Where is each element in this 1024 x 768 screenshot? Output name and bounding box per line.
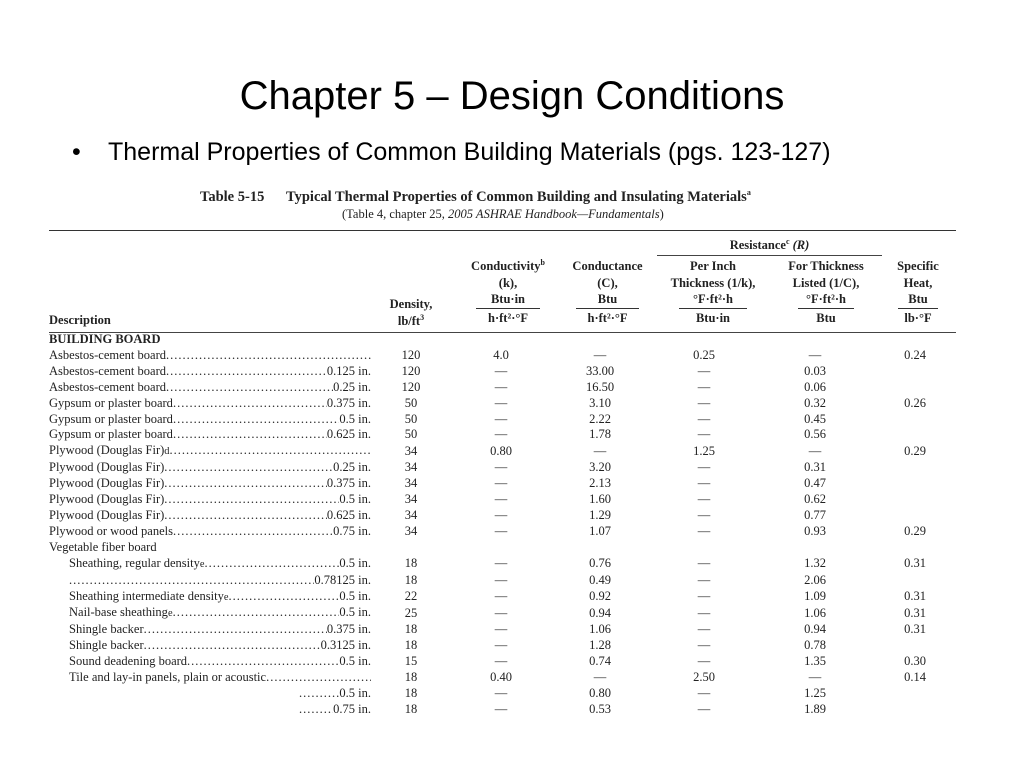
leader-dots bbox=[173, 412, 339, 428]
resistance-listed-cell: 0.06 bbox=[804, 379, 826, 394]
conductance-cell: 0.49 bbox=[589, 572, 611, 587]
resistance-listed-cell: 0.56 bbox=[804, 427, 826, 442]
table-row bbox=[49, 492, 959, 508]
table-row bbox=[49, 427, 959, 443]
resistance-per-inch-cell: — bbox=[697, 411, 711, 426]
resistance-per-inch-cell: — bbox=[697, 654, 711, 669]
material-name: Sheathing intermediate density bbox=[69, 588, 224, 603]
section-row bbox=[49, 540, 959, 556]
conductivity-cell: — bbox=[494, 622, 508, 637]
table-number: Table 5-15 bbox=[200, 189, 265, 205]
leader-dots bbox=[173, 396, 327, 412]
density-cell: 18 bbox=[404, 556, 418, 571]
leader-dots bbox=[69, 573, 314, 589]
conductance-cell: 0.76 bbox=[589, 556, 611, 571]
material-name: Plywood (Douglas Fir) bbox=[49, 492, 165, 507]
material-thickness: 0.5 in. bbox=[339, 588, 371, 603]
material-name: Asbestos-cement board bbox=[49, 379, 166, 394]
material-description bbox=[49, 670, 371, 686]
material-description bbox=[49, 492, 371, 508]
resistance-listed-cell: 0.32 bbox=[804, 395, 826, 410]
table-row bbox=[49, 348, 959, 364]
resistance-listed-cell: 1.32 bbox=[804, 556, 826, 571]
conductivity-cell: 4.0 bbox=[493, 347, 509, 362]
material-description bbox=[49, 589, 371, 606]
resistance-per-inch-cell: — bbox=[697, 622, 711, 637]
resistance-per-inch-cell: — bbox=[697, 589, 711, 603]
material-thickness: 0.75 in. bbox=[333, 701, 371, 716]
conductance-cell: 33.00 bbox=[585, 363, 615, 378]
density-cell: 18 bbox=[404, 572, 418, 587]
conductance-cell: — bbox=[593, 670, 607, 685]
resistance-per-inch-cell: — bbox=[697, 507, 711, 522]
header-conductivity: Conductivity$^b$ (k), Btu·in h·ft²·°F bbox=[471, 257, 545, 325]
specific-heat-cell bbox=[871, 476, 959, 492]
table-source: 2005 ASHRAE Handbook—Fundamentals bbox=[448, 207, 660, 221]
resistance-per-inch-cell: — bbox=[697, 556, 711, 571]
specific-heat-cell bbox=[871, 573, 959, 589]
material-name: Gypsum or plaster board bbox=[49, 395, 173, 410]
table-subtitle: (Table 4, chapter 25, 2005 ASHRAE Handbook—Fundamentals) bbox=[342, 207, 664, 221]
leader-dots bbox=[164, 476, 327, 492]
leader-dots bbox=[144, 622, 327, 638]
conductance-cell: 1.06 bbox=[589, 622, 611, 637]
resistance-listed-cell: 0.62 bbox=[804, 492, 826, 507]
material-name: Gypsum or plaster board bbox=[49, 411, 173, 426]
table-row bbox=[49, 605, 959, 622]
resistance-per-inch-cell: — bbox=[697, 701, 711, 716]
conductivity-cell: — bbox=[494, 476, 508, 491]
material-description bbox=[49, 605, 371, 622]
resistance-rule bbox=[657, 255, 882, 256]
resistance-listed-cell: 0.31 bbox=[804, 460, 826, 475]
resistance-per-inch-cell: — bbox=[697, 460, 711, 475]
material-name: Plywood (Douglas Fir) bbox=[49, 460, 165, 475]
specific-heat-cell: 0.29 bbox=[904, 443, 926, 458]
material-name: Plywood (Douglas Fir) bbox=[49, 443, 165, 458]
conductance-cell: 1.78 bbox=[589, 427, 611, 442]
resistance-listed-cell: — bbox=[808, 443, 822, 458]
material-description bbox=[49, 364, 371, 380]
density-cell: 25 bbox=[404, 605, 418, 620]
header-listed: For Thickness Listed (1/C), °F·ft²·h Btu bbox=[788, 259, 864, 325]
material-name: Sheathing, regular density bbox=[69, 555, 200, 570]
resistance-listed-cell: 1.89 bbox=[804, 701, 826, 716]
resistance-per-inch-cell: 1.25 bbox=[693, 443, 715, 458]
resistance-listed-cell: 0.77 bbox=[804, 507, 826, 522]
conductivity-cell: — bbox=[494, 379, 508, 394]
leader-dots bbox=[228, 589, 339, 605]
density-cell: 50 bbox=[404, 411, 418, 426]
table-row bbox=[49, 670, 959, 686]
material-description bbox=[49, 412, 371, 428]
leader-dots bbox=[166, 380, 333, 396]
material-footnote: e bbox=[167, 608, 173, 620]
table-row bbox=[49, 443, 959, 460]
material-name: Plywood (Douglas Fir) bbox=[49, 507, 165, 522]
resistance-per-inch-cell: — bbox=[697, 379, 711, 394]
leader-dots bbox=[164, 492, 339, 508]
resistance-per-inch-cell: — bbox=[697, 638, 711, 653]
resistance-per-inch-cell: — bbox=[697, 492, 711, 507]
conductivity-cell: — bbox=[494, 427, 508, 442]
material-description bbox=[49, 427, 371, 443]
header-resistance: Resistance$^c$ (R) bbox=[729, 236, 810, 252]
section-label-building-board: BUILDING BOARD bbox=[49, 332, 161, 346]
conductivity-cell: — bbox=[494, 556, 508, 571]
conductivity-cell: — bbox=[494, 492, 508, 507]
materials-table-body bbox=[49, 332, 959, 718]
conductivity-cell: 0.40 bbox=[490, 670, 512, 685]
bullet-item bbox=[72, 137, 831, 167]
resistance-listed-cell: 0.94 bbox=[804, 622, 826, 637]
specific-heat-cell bbox=[871, 686, 959, 702]
resistance-listed-cell: 1.35 bbox=[804, 654, 826, 669]
material-name: Plywood or wood panels bbox=[49, 523, 173, 538]
material-description bbox=[49, 348, 371, 364]
specific-heat-cell: 0.31 bbox=[904, 556, 926, 571]
resistance-listed-cell: 1.25 bbox=[804, 685, 826, 700]
material-description bbox=[49, 702, 371, 718]
conductivity-cell: — bbox=[494, 411, 508, 426]
table-title-line bbox=[200, 188, 940, 206]
leader-dots bbox=[187, 654, 339, 670]
material-description bbox=[49, 443, 371, 460]
specific-heat-cell bbox=[871, 412, 959, 428]
density-cell: 18 bbox=[404, 638, 418, 653]
specific-heat-cell: 0.31 bbox=[904, 605, 926, 620]
specific-heat-cell bbox=[871, 702, 959, 718]
conductivity-cell: — bbox=[494, 363, 508, 378]
conductance-cell: 0.80 bbox=[589, 685, 611, 700]
specific-heat-cell bbox=[871, 364, 959, 380]
material-thickness: 0.5 in. bbox=[339, 411, 371, 426]
conductance-cell: 2.22 bbox=[589, 411, 611, 426]
leader-dots bbox=[266, 670, 371, 686]
material-name: Nail-base sheathing bbox=[69, 605, 168, 620]
specific-heat-cell: 0.30 bbox=[904, 654, 926, 669]
leader-dots bbox=[144, 638, 321, 654]
material-name: Tile and lay-in panels, plain or acoustic bbox=[69, 670, 267, 685]
table-row bbox=[49, 556, 959, 573]
density-cell: 15 bbox=[404, 654, 418, 669]
specific-heat-cell: 0.29 bbox=[904, 523, 926, 538]
material-name: Shingle backer bbox=[69, 638, 144, 653]
resistance-listed-cell: 0.45 bbox=[804, 411, 826, 426]
resistance-listed-cell: — bbox=[808, 347, 822, 362]
conductivity-cell: — bbox=[494, 685, 508, 700]
resistance-per-inch-cell: — bbox=[697, 523, 711, 538]
table-row bbox=[49, 654, 959, 670]
resistance-per-inch-cell: — bbox=[697, 476, 711, 491]
conductance-cell: 16.50 bbox=[585, 379, 615, 394]
material-description bbox=[49, 573, 371, 589]
conductivity-cell: 0.80 bbox=[490, 443, 512, 458]
specific-heat-cell: 0.31 bbox=[904, 622, 926, 637]
material-description bbox=[49, 508, 371, 524]
density-cell: 34 bbox=[404, 523, 418, 538]
leader-dots bbox=[299, 702, 333, 718]
material-thickness: 0.375 in. bbox=[326, 395, 371, 410]
material-thickness: 0.625 in. bbox=[326, 427, 371, 442]
materials-table bbox=[49, 332, 959, 718]
slide-title: Chapter 5 – Design Conditions bbox=[239, 74, 785, 118]
header-description: Description bbox=[49, 313, 111, 327]
table-row bbox=[49, 638, 959, 654]
table-row bbox=[49, 508, 959, 524]
specific-heat-cell bbox=[871, 638, 959, 654]
resistance-per-inch-cell: 2.50 bbox=[693, 670, 715, 685]
conductivity-cell: — bbox=[494, 460, 508, 475]
leader-dots bbox=[299, 686, 339, 702]
conductance-cell: 2.13 bbox=[589, 476, 611, 491]
density-cell: 50 bbox=[404, 427, 418, 442]
table-row bbox=[49, 364, 959, 380]
resistance-listed-cell: 0.78 bbox=[804, 638, 826, 653]
material-description bbox=[49, 638, 371, 654]
material-thickness: 0.5 in. bbox=[339, 685, 371, 700]
density-cell: 34 bbox=[404, 492, 418, 507]
conductance-cell: 0.74 bbox=[589, 654, 611, 669]
density-cell: 120 bbox=[401, 379, 421, 394]
resistance-listed-cell: — bbox=[808, 670, 822, 685]
leader-dots bbox=[205, 556, 340, 572]
density-cell: 120 bbox=[401, 363, 421, 378]
conductance-cell: 1.07 bbox=[589, 523, 611, 538]
density-cell: 50 bbox=[404, 395, 418, 410]
material-description bbox=[49, 654, 371, 670]
conductivity-cell: — bbox=[494, 395, 508, 410]
material-description bbox=[49, 380, 371, 396]
leader-dots bbox=[164, 508, 327, 524]
conductance-cell: 0.92 bbox=[589, 589, 611, 603]
resistance-listed-cell: 2.06 bbox=[804, 572, 826, 587]
resistance-per-inch-cell: — bbox=[697, 685, 711, 700]
material-name: Gypsum or plaster board bbox=[49, 427, 173, 442]
table-caption bbox=[200, 188, 940, 222]
leader-dots bbox=[164, 460, 333, 476]
resistance-listed-cell: 1.09 bbox=[804, 589, 826, 603]
header-per-inch: Per Inch Thickness (1/k), °F·ft²·h Btu·in bbox=[670, 259, 756, 325]
bullet-text: Thermal Properties of Common Building Materials (pgs. 123-127) bbox=[108, 138, 831, 166]
resistance-per-inch-cell: — bbox=[697, 427, 711, 442]
specific-heat-cell bbox=[871, 508, 959, 524]
conductivity-cell: — bbox=[494, 605, 508, 620]
material-footnote: e bbox=[223, 591, 229, 603]
density-cell: 18 bbox=[404, 670, 418, 685]
table-row bbox=[49, 622, 959, 638]
material-thickness: 0.5 in. bbox=[339, 605, 371, 620]
resistance-per-inch-cell: — bbox=[697, 572, 711, 587]
table-row bbox=[49, 380, 959, 396]
material-thickness: 0.375 in. bbox=[326, 622, 371, 637]
table-row bbox=[49, 396, 959, 412]
leader-dots bbox=[173, 427, 327, 443]
material-footnote: e bbox=[199, 558, 205, 570]
material-name: Asbestos-cement board bbox=[49, 363, 166, 378]
conductivity-cell: — bbox=[494, 638, 508, 653]
material-thickness: 0.125 in. bbox=[326, 363, 371, 378]
conductivity-cell: — bbox=[494, 507, 508, 522]
material-thickness: 0.3125 in. bbox=[320, 638, 371, 653]
density-cell: 18 bbox=[404, 622, 418, 637]
material-thickness: 0.5 in. bbox=[339, 555, 371, 570]
material-name: Sound deadening board bbox=[69, 654, 188, 669]
conductance-cell: 3.10 bbox=[589, 395, 611, 410]
density-cell: 34 bbox=[404, 443, 418, 458]
conductance-cell: 1.28 bbox=[589, 638, 611, 653]
material-thickness: 0.5 in. bbox=[339, 492, 371, 507]
conductance-cell: — bbox=[593, 347, 607, 362]
resistance-listed-cell: 0.47 bbox=[804, 476, 826, 491]
density-cell: 18 bbox=[404, 701, 418, 716]
specific-heat-cell: 0.31 bbox=[904, 589, 926, 603]
resistance-listed-cell: 0.03 bbox=[804, 363, 826, 378]
section-label-vegetable-fiber: Vegetable fiber board bbox=[49, 539, 157, 554]
resistance-per-inch-cell: — bbox=[697, 605, 711, 620]
table-row bbox=[49, 476, 959, 492]
resistance-per-inch-cell: 0.25 bbox=[693, 347, 715, 362]
material-description bbox=[49, 460, 371, 476]
material-description bbox=[49, 476, 371, 492]
specific-heat-cell bbox=[871, 380, 959, 396]
leader-dots bbox=[166, 348, 371, 364]
conductivity-cell: — bbox=[494, 523, 508, 538]
table-top-rule bbox=[49, 230, 956, 231]
table-row bbox=[49, 702, 959, 718]
table-title-footnote: a bbox=[746, 188, 751, 198]
conductance-cell: 0.94 bbox=[589, 605, 611, 620]
resistance-per-inch-cell: — bbox=[697, 363, 711, 378]
table-row bbox=[49, 573, 959, 589]
material-thickness: 0.5 in. bbox=[339, 654, 371, 669]
resistance-per-inch-cell: — bbox=[697, 395, 711, 410]
material-description bbox=[49, 556, 371, 573]
table-row bbox=[49, 686, 959, 702]
material-description bbox=[49, 524, 371, 540]
density-cell: 34 bbox=[404, 507, 418, 522]
conductance-cell: 1.29 bbox=[589, 507, 611, 522]
resistance-listed-cell: 0.93 bbox=[804, 523, 826, 538]
header-specific-heat: Specific Heat, Btu lb·°F bbox=[897, 259, 939, 325]
specific-heat-cell: 0.26 bbox=[904, 395, 926, 410]
conductance-cell: — bbox=[593, 443, 607, 458]
material-description bbox=[49, 396, 371, 412]
material-thickness: 0.78125 in. bbox=[314, 572, 371, 587]
leader-dots bbox=[173, 524, 333, 540]
specific-heat-cell: 0.14 bbox=[904, 670, 926, 685]
material-name: Shingle backer bbox=[69, 622, 144, 637]
leader-dots bbox=[169, 443, 371, 459]
density-cell: 22 bbox=[404, 589, 418, 603]
header-conductance: Conductance (C), Btu h·ft²·°F bbox=[572, 259, 643, 325]
material-thickness: 0.25 in. bbox=[333, 379, 371, 394]
conductivity-cell: — bbox=[494, 654, 508, 669]
material-thickness: 0.75 in. bbox=[333, 523, 371, 538]
density-cell: 18 bbox=[404, 685, 418, 700]
material-thickness: 0.625 in. bbox=[326, 507, 371, 522]
conductivity-cell: — bbox=[494, 572, 508, 587]
specific-heat-cell bbox=[871, 460, 959, 476]
conductance-cell: 1.60 bbox=[589, 492, 611, 507]
section-row bbox=[49, 332, 959, 348]
density-cell: 120 bbox=[401, 347, 421, 362]
table-row bbox=[49, 524, 959, 540]
specific-heat-cell bbox=[871, 427, 959, 443]
conductance-cell: 0.53 bbox=[589, 701, 611, 716]
conductivity-cell: — bbox=[494, 589, 508, 603]
material-description bbox=[49, 622, 371, 638]
density-cell: 34 bbox=[404, 476, 418, 491]
table-row bbox=[49, 589, 959, 606]
specific-heat-cell bbox=[871, 492, 959, 508]
header-density: Density, $lb/ft^3$ bbox=[389, 297, 433, 328]
leader-dots bbox=[166, 364, 327, 380]
material-name: Asbestos-cement board bbox=[49, 347, 166, 362]
material-name: Plywood (Douglas Fir) bbox=[49, 476, 165, 491]
leader-dots bbox=[173, 605, 340, 621]
density-cell: 34 bbox=[404, 460, 418, 475]
table-row bbox=[49, 460, 959, 476]
table-row bbox=[49, 412, 959, 428]
conductance-cell: 3.20 bbox=[589, 460, 611, 475]
bullet-marker: • bbox=[72, 138, 81, 166]
material-thickness: 0.375 in. bbox=[326, 476, 371, 491]
material-description bbox=[49, 686, 371, 702]
table-title: Typical Thermal Properties of Common Building and Insulating Materials bbox=[286, 189, 747, 205]
material-thickness: 0.25 in. bbox=[333, 460, 371, 475]
material-footnote: d bbox=[164, 446, 170, 458]
resistance-listed-cell: 1.06 bbox=[804, 605, 826, 620]
conductivity-cell: — bbox=[494, 701, 508, 716]
specific-heat-cell: 0.24 bbox=[904, 347, 926, 362]
